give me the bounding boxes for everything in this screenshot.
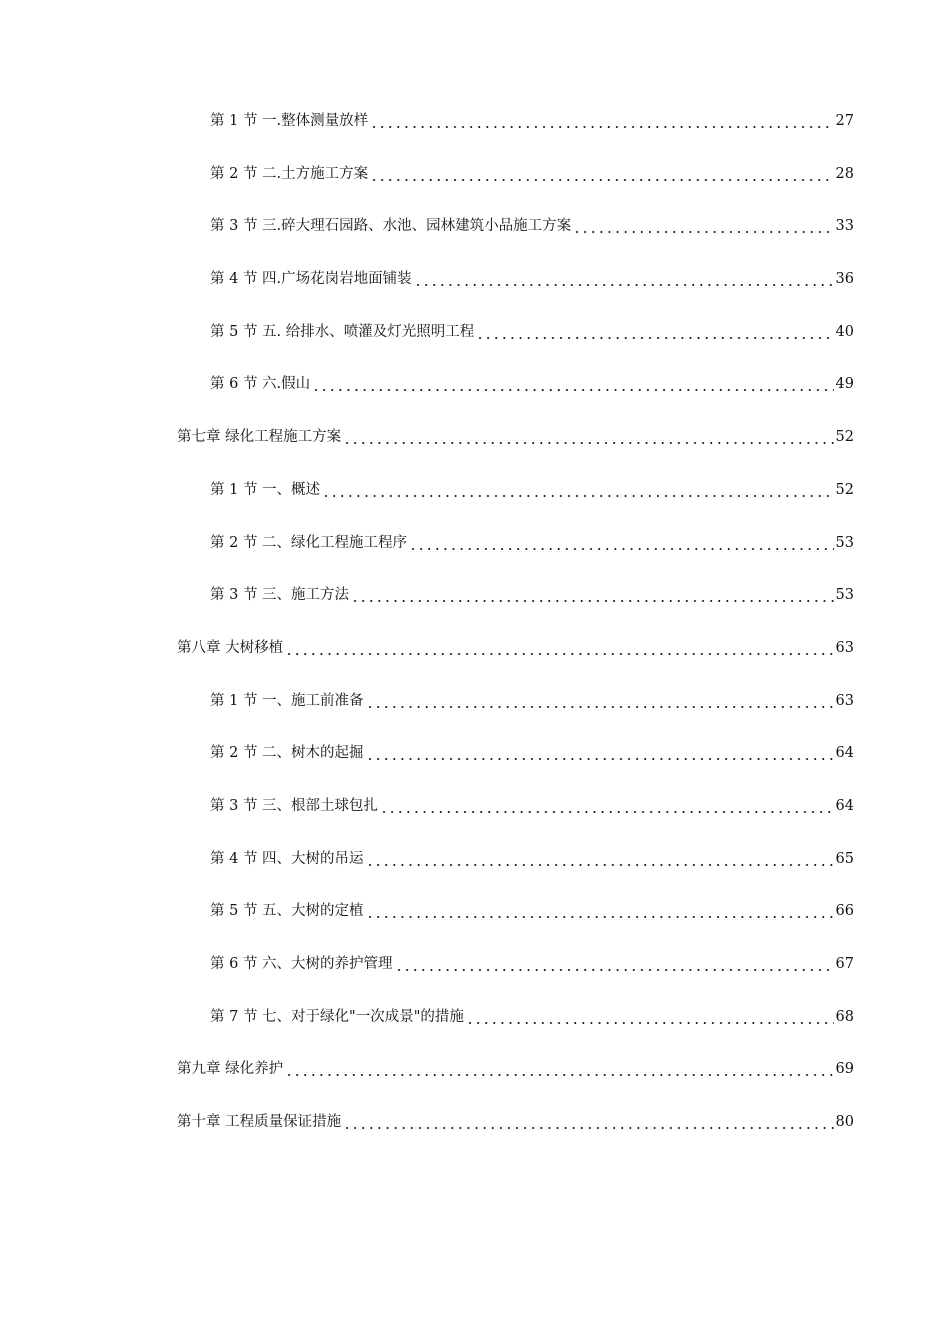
toc-entry-title: 第 3 节 三、根部土球包扎 <box>210 797 379 814</box>
toc-section-entry[interactable] <box>210 585 854 638</box>
toc-section-entry[interactable] <box>210 954 854 1007</box>
toc-page-number: 66 <box>835 903 854 920</box>
toc-dot-leader <box>414 283 834 287</box>
toc-dot-leader <box>366 705 834 709</box>
toc-dot-leader <box>466 1021 834 1025</box>
toc-entry-title: 第 3 节 三.碎大理石园路、水池、园林建筑小品施工方案 <box>210 218 572 235</box>
toc-dot-leader <box>343 441 833 445</box>
toc-dot-leader <box>395 968 834 972</box>
toc-dot-leader <box>351 599 833 603</box>
toc-page-number: 49 <box>835 376 854 393</box>
toc-page-number: 53 <box>835 534 854 551</box>
toc-page-number: 64 <box>835 797 854 814</box>
toc-page-number: 63 <box>835 639 854 656</box>
toc-entry-title: 第七章 绿化工程施工方案 <box>177 429 342 446</box>
toc-page-number: 63 <box>835 692 854 709</box>
toc-section-entry[interactable] <box>210 691 854 744</box>
toc-dot-leader <box>322 494 833 498</box>
toc-dot-leader <box>370 125 833 129</box>
toc-chapter-entry[interactable] <box>177 1059 854 1112</box>
toc-section-entry[interactable] <box>210 796 854 849</box>
toc-page-number: 52 <box>835 429 854 446</box>
toc-page-number: 64 <box>835 745 854 762</box>
toc-dot-leader <box>573 230 833 234</box>
toc-entry-title: 第 1 节 一.整体测量放样 <box>210 113 369 129</box>
toc-entry-title: 第 4 节 四.广场花岗岩地面铺装 <box>210 271 412 288</box>
toc-page-number: 40 <box>835 323 854 340</box>
toc-section-entry[interactable] <box>210 1007 854 1060</box>
table-of-contents <box>0 111 950 1165</box>
toc-dot-leader <box>366 863 834 867</box>
toc-entry-title: 第 2 节 二.土方施工方案 <box>210 165 369 182</box>
toc-dot-leader <box>285 1073 833 1077</box>
toc-dot-leader <box>366 757 834 761</box>
toc-entry-title: 第 3 节 三、施工方法 <box>210 587 350 604</box>
toc-entry-title: 第十章 工程质量保证措施 <box>177 1114 342 1131</box>
toc-entry-title: 第 4 节 四、大树的吊运 <box>210 850 364 867</box>
toc-dot-leader <box>380 810 833 814</box>
toc-dot-leader <box>476 336 833 340</box>
toc-page-number: 68 <box>835 1008 854 1025</box>
toc-dot-leader <box>370 178 833 182</box>
toc-section-entry[interactable] <box>210 849 854 902</box>
toc-entry-title: 第 6 节 六.假山 <box>210 376 311 393</box>
toc-dot-leader <box>409 547 833 551</box>
toc-entry-title: 第 2 节 二、树木的起掘 <box>210 745 364 762</box>
toc-page-number: 28 <box>835 165 854 182</box>
toc-chapter-entry[interactable] <box>177 638 854 691</box>
toc-section-entry[interactable] <box>210 322 854 375</box>
toc-dot-leader <box>285 652 833 656</box>
toc-page-number: 67 <box>835 956 854 972</box>
toc-entry-title: 第九章 绿化养护 <box>177 1061 284 1078</box>
toc-section-entry[interactable] <box>210 164 854 217</box>
toc-section-entry[interactable] <box>210 216 854 269</box>
toc-section-entry[interactable] <box>210 480 854 533</box>
toc-entry-title: 第 1 节 一、施工前准备 <box>210 692 364 709</box>
toc-section-entry[interactable] <box>210 901 854 954</box>
toc-page-number: 53 <box>835 587 854 604</box>
toc-chapter-entry[interactable] <box>177 427 854 480</box>
toc-dot-leader <box>312 388 833 392</box>
toc-entry-title: 第 1 节 一、概述 <box>210 481 321 498</box>
toc-page-number: 36 <box>835 271 854 288</box>
toc-page-number: 27 <box>835 113 854 129</box>
toc-page-number: 69 <box>835 1061 854 1078</box>
toc-section-entry[interactable] <box>210 743 854 796</box>
toc-dot-leader <box>343 1126 833 1130</box>
toc-entry-title: 第 5 节 五、大树的定植 <box>210 903 364 920</box>
toc-chapter-entry[interactable] <box>177 1112 854 1165</box>
toc-section-entry[interactable] <box>210 533 854 586</box>
toc-page-number: 52 <box>835 481 854 498</box>
toc-section-entry[interactable] <box>210 111 854 164</box>
toc-entry-title: 第 6 节 六、大树的养护管理 <box>210 956 393 972</box>
toc-dot-leader <box>366 915 834 919</box>
toc-section-entry[interactable] <box>210 374 854 427</box>
toc-page-number: 33 <box>835 218 854 235</box>
toc-entry-title: 第八章 大树移植 <box>177 639 284 656</box>
toc-entry-title: 第 5 节 五. 给排水、喷灌及灯光照明工程 <box>210 323 475 340</box>
toc-page-number: 65 <box>835 850 854 867</box>
toc-section-entry[interactable] <box>210 269 854 322</box>
toc-entry-title: 第 2 节 二、绿化工程施工程序 <box>210 534 408 551</box>
toc-entry-title: 第 7 节 七、对于绿化"一次成景"的措施 <box>210 1008 464 1025</box>
toc-page-number: 80 <box>835 1114 854 1131</box>
